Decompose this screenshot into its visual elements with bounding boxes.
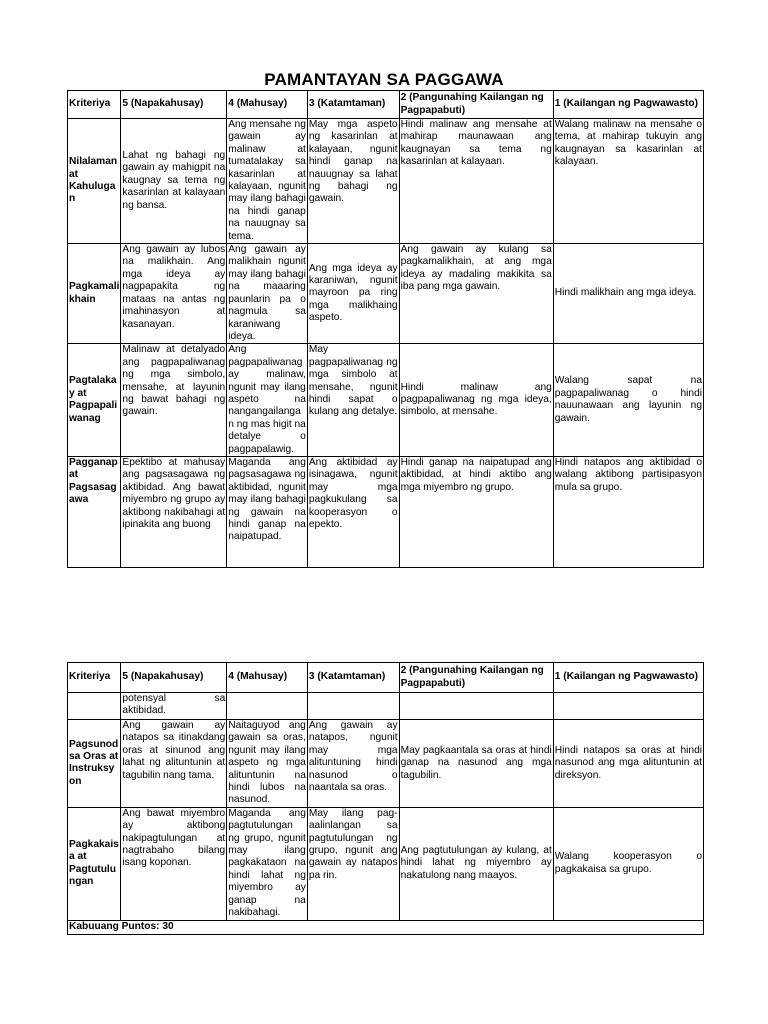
score-1-cell: Hindi natapos ang aktibidad o walang aktibong partisipasyon mula sa grupo.	[553, 456, 703, 567]
table-row	[68, 456, 704, 567]
score-1-cell: Hindi malikhain ang mga ideya.	[553, 244, 703, 344]
score-2-cell: Hindi ganap na naipatupad ang aktibidad, at hindi aktibo ang mga miyembro ng grupo.	[399, 456, 553, 567]
header-score-2: 2 (Pangunahing Kailangan ng Pagpapabuti)	[399, 91, 553, 119]
table-row	[68, 119, 704, 244]
header-score-1: 1 (Kailangan ng Pagwawasto)	[553, 663, 703, 693]
score-4-cell: Ang gawain ay malikhain ngunit may ilang bahagi na maaaring paunlarin pa o nagmula sa karaniwang ideya.	[228, 244, 306, 342]
rubric-table	[67, 90, 704, 568]
score-1-cell: Walang malinaw na mensahe o tema, at mahirap tukuyin ang kaugnayan sa kasarinlan at kalayaan.	[553, 119, 703, 244]
score-2-cell: May pagkaantala sa oras at hindi ganap na nasunod ang mga tagubilin.	[399, 720, 553, 808]
score-5-cell: Ang bawat miyembro ay aktibong nakipagtulungan at nagtrabaho bilang isang koponan.	[121, 807, 227, 920]
header-score-5: 5 (Napakahusay)	[121, 663, 227, 693]
score-3-cell: May mga aspeto ng kasarinlan at kalayaan, ngunit hindi ganap na nauugnay sa lahat ng bahagi ng gawain.	[307, 119, 399, 244]
header-row	[68, 663, 704, 693]
table-row	[68, 720, 704, 808]
header-criteria: Kriteriya	[68, 91, 121, 119]
criterion-label: Pagtalakay at Pagpapaliwanag	[68, 344, 121, 457]
header-row	[68, 91, 704, 119]
header-score-1: 1 (Kailangan ng Pagwawasto)	[553, 91, 703, 119]
score-3-cell: Ang mga ideya ay karaniwan, ngunit mayroon pa ring mga malikhaing aspeto.	[307, 244, 399, 344]
score-5-cell: potensyal sa aktibidad.	[121, 693, 227, 720]
score-3-cell: Ang gawain ay natapos, ngunit may mga alituntuning hindi nasunod o naantala sa oras.	[307, 720, 399, 808]
score-2-cell: Ang gawain ay kulang sa pagkamalikhain, at ang mga ideya ay madaling makikita sa iba pang mga gawain.	[399, 244, 553, 344]
table-row	[68, 807, 704, 920]
empty-cell	[227, 693, 308, 720]
criterion-label: Nilalaman at Kahulugan	[68, 119, 121, 244]
score-5-cell: Ang gawain ay lubos na malikhain. Ang mga ideya ay nagpapakita ng mataas na antas ng imahinasyon at kasanayan.	[121, 244, 227, 344]
header-score-4: 4 (Mahusay)	[227, 91, 308, 119]
header-score-4: 4 (Mahusay)	[227, 663, 308, 693]
empty-cell	[307, 693, 399, 720]
score-3-cell: May ilang pag-aalinlangan sa pagtutulungan ng grupo, ngunit ang gawain ay natapos pa rin.	[307, 807, 399, 920]
score-1-cell: Hindi natapos sa oras at hindi nasunod ang mga alituntunin at direksyon.	[553, 720, 703, 808]
score-1-cell: Walang kooperasyon o pagkakaisa sa grupo.	[553, 807, 703, 920]
criterion-label: Pagkamalikhain	[68, 244, 121, 344]
header-score-5: 5 (Napakahusay)	[121, 91, 227, 119]
score-2-cell: Hindi malinaw ang pagpapaliwanag ng mga ideya, simbolo, at mensahe.	[399, 344, 553, 457]
empty-cell	[399, 693, 553, 720]
total-row	[68, 920, 704, 934]
score-5-cell: Lahat ng bahagi ng gawain ay mahigpit na kaugnay sa tema ng kasarinlan at kalayaan ng bansa.	[121, 119, 227, 244]
rubric-table-continued	[67, 662, 704, 935]
criterion-label: Pagsunod sa Oras at Instruksyon	[68, 720, 121, 808]
criterion-label-empty	[68, 693, 121, 720]
table-row	[68, 344, 704, 457]
score-3-cell: Ang aktibidad ay isinagawa, ngunit may mga pagkukulang sa kooperasyon o epekto.	[307, 456, 399, 567]
score-4-cell: Maganda ang pagtutulungan ng grupo, ngunit may ilang pagkakataon na hindi lahat ng miyembro ay ganap na nakibahagi.	[228, 807, 306, 919]
score-3-cell: May pagpapaliwanag ng mga simbolo at mensahe, ngunit hindi sapat o kulang ang detalye.	[307, 344, 399, 457]
score-5-cell: Malinaw at detalyado ang pagpapaliwanag ng mga simbolo, mensahe, at layunin ng bawat bahagi ng gawain.	[121, 344, 227, 457]
table-row	[68, 244, 704, 344]
score-1-cell: Walang sapat na pagpapaliwanag o hindi nauunawaan ang layunin ng gawain.	[553, 344, 703, 457]
score-2-cell: Hindi malinaw ang mensahe at mahirap maunawaan ang kaugnayan sa tema ng kasarinlan at kalayaan.	[399, 119, 553, 244]
empty-cell	[553, 693, 703, 720]
score-4-cell: Naitaguyod ang gawain sa oras, ngunit may ilang aspeto ng mga alituntunin na hindi lubos na nasunod.	[228, 720, 306, 806]
header-score-2: 2 (Pangunahing Kailangan ng Pagpapabuti)	[399, 663, 553, 693]
criterion-label: Pagkakaisa at Pagtutulungan	[68, 807, 121, 920]
continuation-row	[68, 693, 704, 720]
total-points: Kabuuang Puntos: 30	[68, 920, 704, 934]
header-score-3: 3 (Katamtaman)	[307, 91, 399, 119]
page-title: PAMANTAYAN SA PAGGAWA	[264, 70, 504, 89]
score-4-cell: Maganda ang pagsasagawa ng aktibidad, ngunit may ilang bahagi ng gawain na hindi ganap na naipatupad.	[227, 456, 308, 567]
header-criteria: Kriteriya	[68, 663, 121, 693]
score-2-cell: Ang pagtutulungan ay kulang, at hindi lahat ng miyembro ay nakatulong nang maayos.	[399, 807, 553, 920]
score-4-cell: Ang mensahe ng gawain ay malinaw at tumatalakay sa kasarinlan at kalayaan, ngunit may ilang bahagi na hindi ganap na nauugnay sa tema.	[228, 119, 306, 242]
header-score-3: 3 (Katamtaman)	[307, 663, 399, 693]
score-4-cell: Ang pagpapaliwanag ay malinaw, ngunit may ilang aspeto na nangangailangan ng mas higit na detalye o pagpapalawig.	[228, 344, 306, 455]
score-5-cell: Ang gawain ay natapos sa itinakdang oras at sinunod ang lahat ng alituntunin at tagubilin nang tama.	[121, 720, 227, 808]
score-5-cell: Epektibo at mahusay ang pagsasagawa ng aktibidad. Ang bawat miyembro ng grupo ay aktibong nakibahagi at ipinakita ang buong	[121, 456, 227, 567]
criterion-label: Pagganap at Pagsasagawa	[68, 456, 121, 567]
